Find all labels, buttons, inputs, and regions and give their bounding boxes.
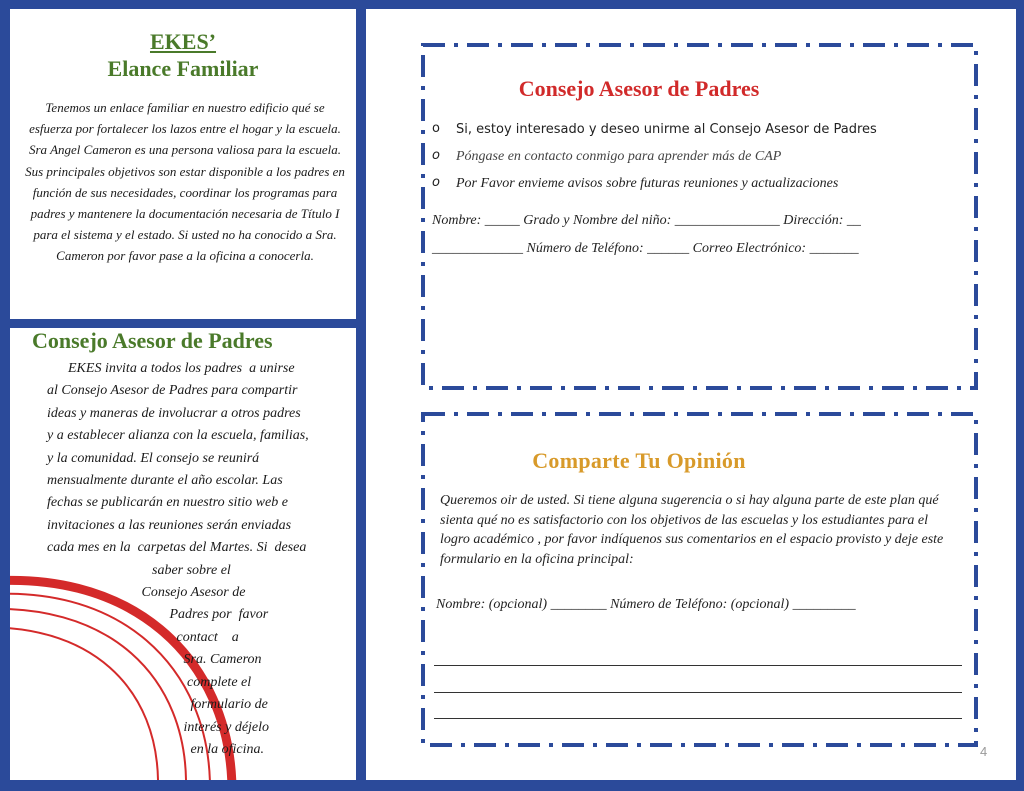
family-liaison-heading: Elance Familiar [107, 56, 259, 81]
council-line: cada mes en la carpetas del Martes. Si desea [40, 540, 307, 556]
cap-form-fields [432, 207, 912, 263]
council-line: Padres por favor [40, 607, 269, 623]
cap-option-join[interactable] [432, 120, 972, 147]
council-line: al Consejo Asesor de Padres para compartir [40, 383, 298, 399]
council-line: interés y déjelo [40, 719, 270, 735]
cap-options-list [432, 120, 972, 201]
council-line: y a establecer alianza con la escuela, familias, [40, 428, 309, 444]
comment-line-1[interactable] [434, 665, 962, 666]
cap-option-updates[interactable] [432, 174, 972, 201]
council-line: Consejo Asesor de [40, 585, 246, 601]
cap-option-label: Póngase en contacto conmigo para aprender más de CAP [456, 149, 782, 164]
family-liaison-text: Tenemos un enlace familiar en nuestro edificio qué se esfuerza por fortalecer los lazos entre el hogar y la escuela. Sra Angel Cameron es una persona valiosa para la escuela. Sus principales objetivos son estar disponible a los padres en función de sus necesidades, coordinar los programas para padres y mantenere la documentación necesaria de Título I para el sistema y el estado. Si usted no ha conocido a Sra. Cameron por favor pase a la oficina a conocerla. [25, 100, 345, 264]
bullet-marker: o [432, 148, 440, 163]
opinion-form-fields[interactable]: Nombre: (opcional) ________ Número de Teléfono: (opcional) _________ [436, 597, 856, 612]
council-line: en la oficina. [40, 741, 264, 757]
council-line: invitaciones a las reuniones serán enviadas [40, 517, 292, 533]
council-line: y la comunidad. El consejo se reunirá [40, 450, 260, 466]
cap-option-label: Si, estoy interesado y deseo unirme al Consejo Asesor de Padres [456, 122, 877, 137]
council-line: complete el [40, 674, 252, 690]
cap-fields-line-2[interactable]: _____________ Número de Teléfono: ______ Correo Electrónico: _______ [432, 241, 859, 256]
council-line: Sra. Cameron [40, 652, 262, 668]
opinion-form-text: Queremos oir de usted. Si tiene alguna sugerencia o si hay alguna parte de este plan qué sienta qué no es satisfactorio con los objetivos de las escuelas y los estudiantes para el logro académico , por favor indíquenos sus comentarios en el espacio provisto y deje este formulario en la oficina principal: [440, 493, 944, 567]
cap-option-contact[interactable] [432, 147, 972, 174]
council-line: saber sobre el [40, 562, 231, 578]
cap-option-label: Por Favor envieme avisos sobre futuras reuniones y actualizaciones [456, 176, 839, 191]
bullet-marker: o [432, 175, 440, 190]
comment-line-3[interactable] [434, 718, 962, 719]
council-line: ideas y maneras de involucrar a otros padres [40, 405, 301, 421]
comment-line-2[interactable] [434, 692, 962, 693]
council-line: fechas se publicarán en nuestro sitio web e [40, 495, 288, 511]
parent-council-heading: Consejo Asesor de Padres [32, 328, 273, 353]
council-line: formulario de [40, 697, 268, 713]
opinion-form-title: Comparte Tu Opinión [532, 448, 746, 473]
bullet-marker: o [432, 121, 440, 136]
council-line: EKES invita a todos los padres a unirse [40, 361, 295, 376]
cap-fields-line-1[interactable]: Nombre: _____ Grado y Nombre del niño: _______________ Dirección: __ [432, 213, 861, 228]
council-line: mensualmente durante el año escolar. Las [40, 473, 283, 489]
page-number: 4 [980, 744, 988, 759]
ekes-heading: EKES’ [149, 29, 217, 54]
council-line: contact a [40, 629, 239, 645]
cap-form-title: Consejo Asesor de Padres [518, 76, 760, 101]
